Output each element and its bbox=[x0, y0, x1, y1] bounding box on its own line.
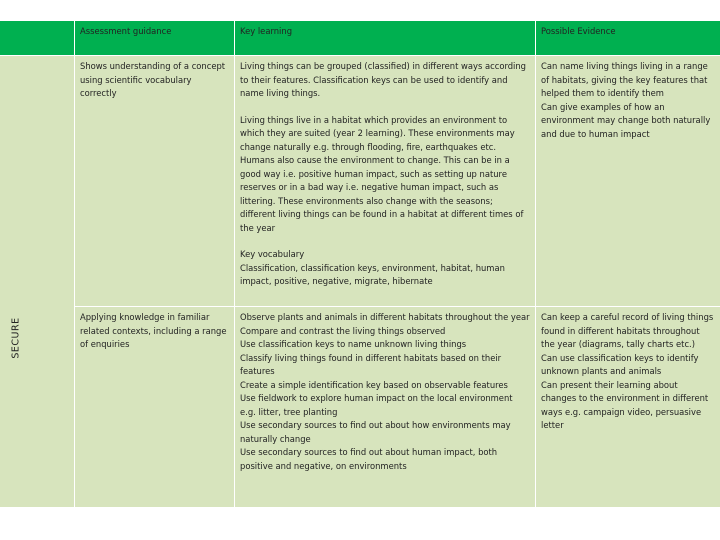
row-2-learning-item-7: Use secondary sources to find out about how environments may naturally change bbox=[240, 420, 511, 444]
row-1-learning-cell bbox=[235, 56, 535, 306]
row-2-learning-item-8: Use secondary sources to find out about human impact, both positive and negative, on environments bbox=[240, 447, 498, 471]
row-2-guidance-cell bbox=[75, 307, 234, 507]
secure-label: SECURE bbox=[10, 317, 22, 359]
row-1-evidence-item-2: Can give examples of how an environment may change both naturally and due to human impact bbox=[541, 101, 711, 139]
row-2-learning-item-4: Classify living things found in different habitats based on their features bbox=[240, 352, 502, 376]
row-2-evidence-cell bbox=[536, 307, 720, 507]
row-1-learning-para-2: Living things live in a habitat which provides an environment to which they are suited (year 2 learning). These environments may change naturally e.g. through flooding, fire, earthquakes etc. Humans also cause the environment to change. This can be in a good way i.e. positive human impact, such as setting up nature reserves or in a bad way i.e. negative human impact, such as littering. These environments also change with the seasons; different living things can be found in a habitat at different times of the year bbox=[240, 114, 524, 233]
row-2-guidance-text: Applying knowledge in familiar related contexts, including a range of enquiries bbox=[80, 312, 227, 349]
row-2-evidence-item-1: Can keep a careful record of living things found in different habitats throughout the year (diagrams, tally charts etc.) bbox=[541, 312, 714, 349]
header-assessment-guidance bbox=[75, 21, 234, 55]
row-2-learning-cell bbox=[235, 307, 535, 507]
row-1-evidence-cell bbox=[536, 56, 720, 306]
header-key-learning bbox=[235, 21, 535, 55]
key-vocabulary-heading: Key vocabulary bbox=[240, 249, 305, 259]
row-1-learning-para-1: Living things can be grouped (classified) in different ways according to their features. Classification keys can be used to identify and name living things. bbox=[240, 61, 527, 98]
row-2-learning-item-5: Create a simple identification key based on observable features bbox=[240, 379, 508, 390]
header-possible-evidence bbox=[536, 21, 720, 55]
row-1-evidence-item-1: Can name living things living in a range of habitats, giving the key features that helped them to identify them bbox=[541, 61, 708, 98]
row-2-learning-item-6: Use fieldwork to explore human impact on the local environment e.g. litter, tree planting bbox=[240, 393, 513, 417]
header-assessment-guidance-label: Assessment guidance bbox=[80, 26, 172, 36]
row-2-learning-item-3: Use classification keys to name unknown living things bbox=[240, 339, 467, 349]
header-possible-evidence-label: Possible Evidence bbox=[541, 26, 616, 36]
side-label-cell bbox=[0, 56, 74, 507]
row-2-evidence-item-2: Can use classification keys to identify unknown plants and animals bbox=[541, 352, 699, 376]
row-2-learning-item-1: Observe plants and animals in different habitats throughout the year bbox=[240, 312, 530, 322]
row-1-guidance-cell bbox=[75, 56, 234, 306]
key-vocabulary-list: Classification, classification keys, environment, habitat, human impact, positive, negative, migrate, hibernate bbox=[240, 262, 505, 286]
header-blank-cell bbox=[0, 21, 74, 55]
row-2-learning-item-2: Compare and contrast the living things observed bbox=[240, 325, 446, 336]
row-1-guidance-text: Shows understanding of a concept using scientific vocabulary correctly bbox=[80, 61, 226, 98]
row-2-evidence-item-3: Can present their learning about changes to the environment in different ways e.g. campaign video, persuasive letter bbox=[541, 379, 709, 430]
header-key-learning-label: Key learning bbox=[240, 26, 293, 36]
